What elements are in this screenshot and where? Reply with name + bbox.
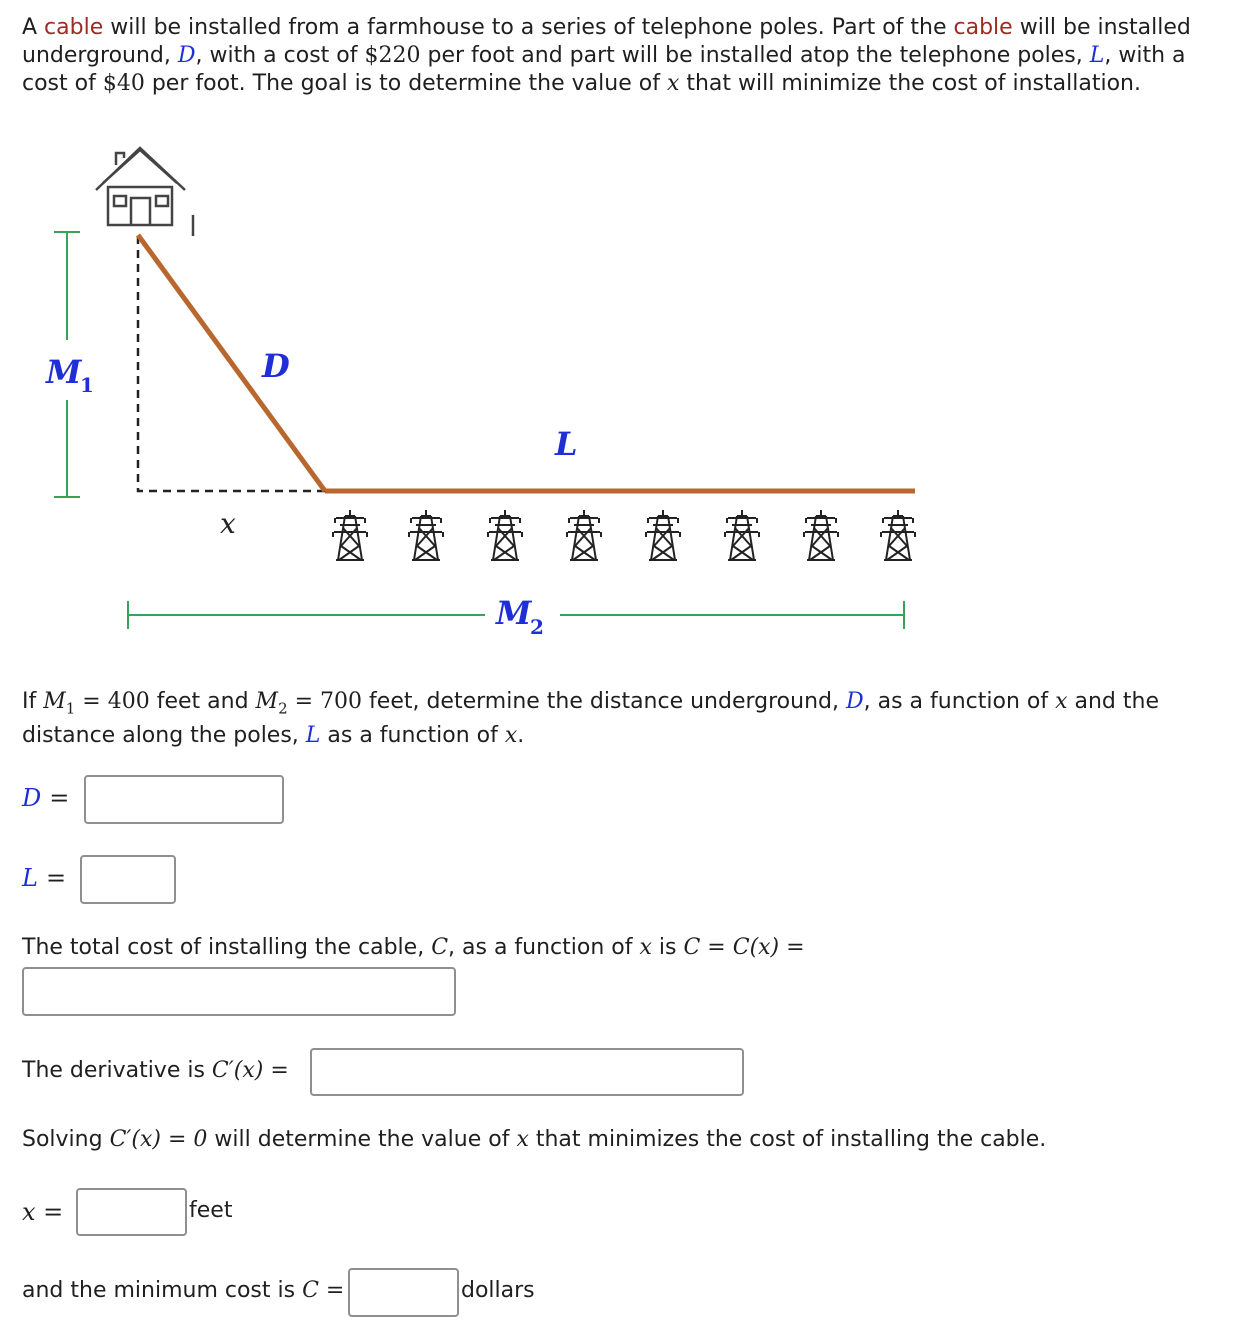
- x-equals-label: x =: [22, 1198, 64, 1226]
- d-answer-input[interactable]: [84, 775, 284, 824]
- d-label: D: [262, 347, 290, 385]
- d-equals-label: D =: [22, 784, 70, 812]
- cable-link: cable: [953, 15, 1013, 40]
- cable-underground: [138, 235, 325, 491]
- question-text: If $M_1 = 400$ feet and $M_2 = 700$ feet, determine the distance underground, D, as a function of x and the distance along the poles, L as a function of x.: [22, 689, 1159, 749]
- m2-label: M: [496, 594, 532, 632]
- derivative-text: The derivative is C′(x) =: [22, 1058, 289, 1083]
- pylon-icon: [567, 510, 601, 560]
- pylon-icon: [881, 510, 915, 560]
- pylon-icon: [333, 510, 367, 560]
- m1-label: M: [46, 353, 82, 391]
- l-label: L: [555, 425, 578, 463]
- derivative-input[interactable]: [310, 1048, 744, 1096]
- x-answer-input[interactable]: [76, 1188, 187, 1236]
- min-cost-text: and the minimum cost is C =: [22, 1278, 345, 1303]
- cost-function-input[interactable]: [22, 967, 456, 1016]
- x-label: x: [220, 507, 236, 540]
- pylon-icon: [725, 510, 759, 560]
- cable-link: cable: [44, 15, 104, 40]
- intro-text: A cable will be installed from a farmhouse to a series of telephone poles. Part of the cable will be installed underground, D, with a cost of $220 per foot and part will be installed atop the telephone poles, L, with a cost of $40 per foot. The goal is to determine the value of x that will minimize the cost of installation.: [22, 15, 1191, 96]
- cable-diagram: [0, 130, 1000, 650]
- farmhouse-icon: [96, 148, 193, 236]
- m2-subscript: 2: [530, 615, 544, 639]
- pylon-icon: [804, 510, 838, 560]
- min-cost-input[interactable]: [348, 1268, 459, 1317]
- x-unit-label: feet: [189, 1198, 233, 1223]
- pylon-icon: [409, 510, 443, 560]
- pylon-icon: [646, 510, 680, 560]
- l-equals-label: L =: [22, 864, 67, 892]
- pylon-icon: [488, 510, 522, 560]
- l-answer-input[interactable]: [80, 855, 176, 904]
- solving-text: Solving C′(x) = 0 will determine the value of x that minimizes the cost of installing the cable.: [22, 1127, 1047, 1152]
- cost-text: The total cost of installing the cable, C, as a function of x is C = C(x) =: [22, 935, 805, 960]
- m1-subscript: 1: [80, 373, 94, 397]
- min-cost-unit-label: dollars: [461, 1278, 535, 1303]
